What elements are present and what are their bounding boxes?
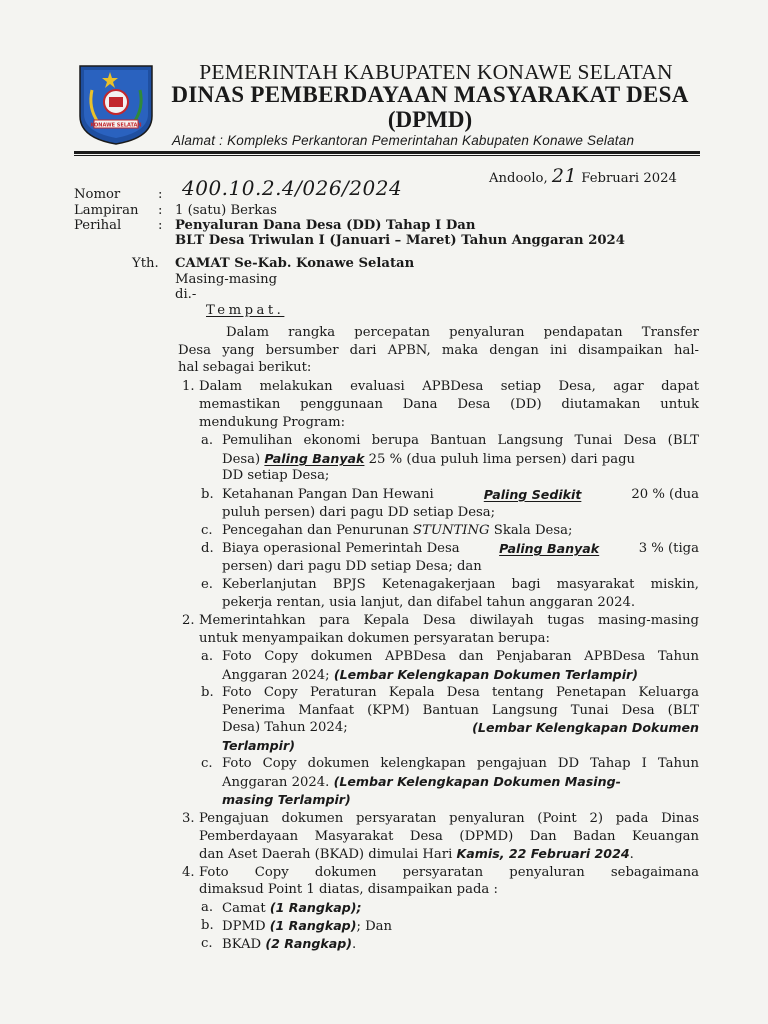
lampiran-label: Lampiran xyxy=(74,203,139,218)
point-2-line-2: untuk menyampaikan dokumen persyaratan berupa: xyxy=(199,631,550,646)
point-2c-line-2: Anggaran 2024. (Lembar Kelengkapan Dokumen Masing- xyxy=(222,774,621,790)
point-1c-line: Pencegahan dan Penurunan STUNTING Skala Desa; xyxy=(222,523,573,538)
lampiran-value: 1 (satu) Berkas xyxy=(175,203,277,218)
department-acronym: (DPMD) xyxy=(387,107,473,132)
perihal-colon: : xyxy=(158,218,163,233)
point-1a-line-3: DD setiap Desa; xyxy=(222,468,330,483)
intro-line-3: hal sebagai berikut: xyxy=(178,360,312,375)
recipient-line-2: Masing-masing xyxy=(175,272,278,287)
point-3-line-2: Pemberdayaan Masyarakat Desa (DPMD) Dan Badan Keuangan xyxy=(199,829,699,844)
point-4b-line: DPMD (1 Rangkap); Dan xyxy=(222,918,393,934)
point-4b-label: b. xyxy=(201,918,214,933)
point-1b-label: b. xyxy=(201,487,214,502)
point-1a-line-2: Desa) Paling Banyak 25 % (dua puluh lima persen) dari pagu xyxy=(222,451,636,467)
emphasis-stunting: STUNTING xyxy=(413,523,490,538)
recipient-place: Tempat. xyxy=(206,303,285,318)
point-4-line-1: Foto Copy dokumen persyaratan penyaluran sebagaimana xyxy=(199,865,699,880)
point-1d-line-2: persen) dari pagu DD setiap Desa; dan xyxy=(222,559,482,574)
point-2b-line-4: Terlampir) xyxy=(222,738,295,753)
point-1e-line-2: pekerja rentan, usia lanjut, dan difabel tahun anggaran 2024. xyxy=(222,595,636,610)
point-1-number: 1. xyxy=(182,379,195,394)
letterhead-rule-thick xyxy=(74,151,700,154)
recipient-name: CAMAT Se-Kab. Konawe Selatan xyxy=(175,256,415,271)
perihal-line-2: BLT Desa Triwulan I (Januari – Maret) Tahun Anggaran 2024 xyxy=(175,233,625,248)
department-name: DINAS PEMBERDAYAAN MASYARAKAT DESA xyxy=(171,82,689,107)
emphasis-paling-banyak: Paling Banyak xyxy=(264,451,365,466)
point-4a-line: Camat (1 Rangkap); xyxy=(222,900,362,916)
point-4c-line: BKAD (2 Rangkap). xyxy=(222,936,357,952)
point-2c-line-1: Foto Copy dokumen kelengkapan pengajuan DD Tahap I Tahun xyxy=(222,756,699,771)
point-2-line-1: Memerintahkan para Kepala Desa diwilayah tugas masing-masing xyxy=(199,613,699,628)
point-1-line-3: mendukung Program: xyxy=(199,415,346,430)
date-day-handwritten: 21 xyxy=(551,165,578,187)
letterhead-rule-thin xyxy=(74,155,700,156)
nomor-value-handwritten: 400.10.2.4/026/2024 xyxy=(182,176,403,200)
regency-logo xyxy=(76,64,156,146)
point-2a-line-1: Foto Copy dokumen APBDesa dan Penjabaran APBDesa Tahun xyxy=(222,649,699,664)
office-address: Alamat : Kompleks Perkantoran Pemerintahan Kabupaten Konawe Selatan xyxy=(172,133,635,148)
emphasis-paling-sedikit: Paling Sedikit xyxy=(483,487,582,502)
point-2b-line-2: Penerima Manfaat (KPM) Bantuan Langsung Tunai Desa (BLT xyxy=(222,703,699,718)
yth-label: Yth. xyxy=(132,256,159,271)
point-1a-line-1: Pemulihan ekonomi berupa Bantuan Langsung Tunai Desa (BLT xyxy=(222,433,699,448)
point-3-line-1: Pengajuan dokumen persyaratan penyaluran (Point 2) pada Dinas xyxy=(199,811,699,826)
point-2b-line-3: Desa) Tahun 2024; (Lembar Kelengkapan Dokumen xyxy=(222,720,699,735)
emphasis-paling-banyak-2: Paling Banyak xyxy=(499,541,600,556)
point-3-line-3: dan Aset Daerah (BKAD) dimulai Hari Kamis, 22 Februari 2024. xyxy=(199,846,634,862)
point-1a-label: a. xyxy=(201,433,214,448)
point-4-line-2: dimaksud Point 1 diatas, disampaikan pada : xyxy=(199,882,498,897)
point-1e-label: e. xyxy=(201,577,213,592)
point-4c-label: c. xyxy=(201,936,213,951)
svg-text:KONAWE SELATAN: KONAWE SELATAN xyxy=(90,122,142,129)
point-3-number: 3. xyxy=(182,811,195,826)
point-2b-label: b. xyxy=(201,685,214,700)
point-2c-label: c. xyxy=(201,756,213,771)
point-1b-line-2: puluh persen) dari pagu DD setiap Desa; xyxy=(222,505,496,520)
point-2c-line-3: masing Terlampir) xyxy=(222,792,351,807)
intro-line-2: Desa yang bersumber dari APBN, maka dengan ini disampaikan hal- xyxy=(178,343,699,358)
point-4-number: 4. xyxy=(182,865,195,880)
point-1-line-1: Dalam melakukan evaluasi APBDesa setiap Desa, agar dapat xyxy=(199,379,699,394)
perihal-label: Perihal xyxy=(74,218,122,233)
government-name: PEMERINTAH KABUPATEN KONAWE SELATAN xyxy=(199,60,673,84)
point-2-number: 2. xyxy=(182,613,195,628)
point-2b-line-1: Foto Copy Peraturan Kepala Desa tentang Penetapan Keluarga xyxy=(222,685,699,700)
nomor-colon: : xyxy=(158,187,163,202)
intro-line-1: Dalam rangka percepatan penyaluran pendapatan Transfer xyxy=(226,325,699,340)
point-2a-label: a. xyxy=(201,649,214,664)
perihal-line-1: Penyaluran Dana Desa (DD) Tahap I Dan xyxy=(175,218,476,233)
point-2a-line-2: Anggaran 2024; (Lembar Kelengkapan Dokumen Terlampir) xyxy=(222,667,638,683)
point-4a-label: a. xyxy=(201,900,214,915)
point-1c-label: c. xyxy=(201,523,213,538)
date-month-year: Februari 2024 xyxy=(581,171,677,186)
point-1d-line-1: Biaya operasional Pemerintah Desa Paling Banyak 3 % (tiga xyxy=(222,541,699,556)
lampiran-colon: : xyxy=(158,203,163,218)
letter-date xyxy=(489,165,677,187)
date-place: Andoolo, xyxy=(489,171,548,186)
point-1e-line-1: Keberlanjutan BPJS Ketenagakerjaan bagi masyarakat miskin, xyxy=(222,577,699,592)
point-1-line-2: memastikan penggunaan Dana Desa (DD) diutamakan untuk xyxy=(199,397,699,412)
nomor-label: Nomor xyxy=(74,187,121,202)
recipient-line-3: di.- xyxy=(175,287,197,302)
point-1d-label: d. xyxy=(201,541,214,556)
point-1b-line-1: Ketahanan Pangan Dan Hewani Paling Sedikit 20 % (dua xyxy=(222,487,699,502)
